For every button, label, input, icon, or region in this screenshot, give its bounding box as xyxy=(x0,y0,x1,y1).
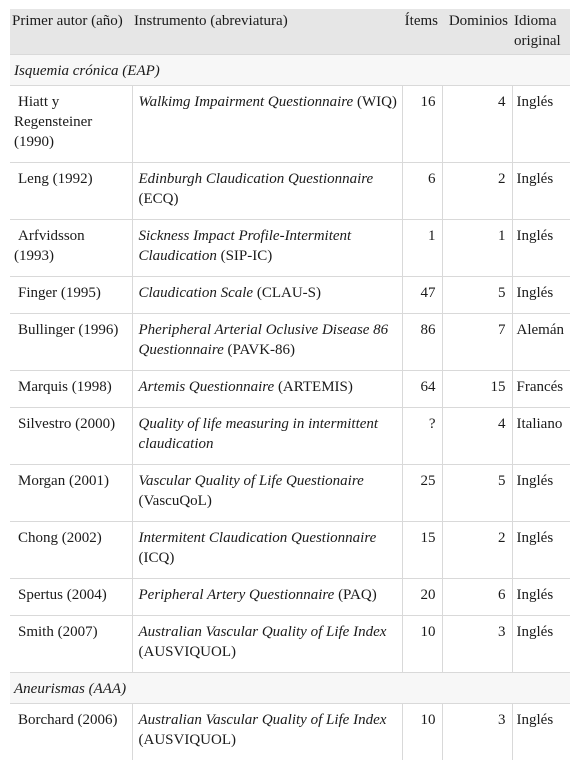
instrument-abbreviation: (WIQ) xyxy=(357,94,397,110)
group-label: Aneurismas (AAA) xyxy=(10,673,570,704)
author-cell: Hiatt y Regensteiner (1990) xyxy=(10,86,132,163)
domains-cell: 5 xyxy=(442,465,512,522)
instrument-cell xyxy=(132,163,402,220)
instrument-name: Claudication Scale xyxy=(139,285,254,301)
header-language xyxy=(512,9,570,55)
instrument-name: Peripheral Artery Questionnaire xyxy=(139,587,335,603)
instrument-name: Intermitent Claudication Questionnaire xyxy=(139,530,377,546)
instrument-name: Vascular Quality of Life Questionaire xyxy=(139,473,364,489)
header-language-line2: original xyxy=(514,33,561,49)
instrument-cell xyxy=(132,408,402,465)
instrument-cell xyxy=(132,579,402,616)
instrument-cell xyxy=(132,371,402,408)
table-body xyxy=(10,55,570,760)
language-cell: Inglés xyxy=(512,522,570,579)
domains-cell: 15 xyxy=(442,371,512,408)
instrument-abbreviation: (AUSVIQUOL) xyxy=(139,732,237,748)
header-domains: Dominios xyxy=(442,9,512,55)
items-cell: 16 xyxy=(402,86,442,163)
items-cell: 6 xyxy=(402,163,442,220)
table-row xyxy=(10,408,570,465)
instrument-cell xyxy=(132,314,402,371)
author-cell: Bullinger (1996) xyxy=(10,314,132,371)
instrument-cell xyxy=(132,86,402,163)
domains-cell: 2 xyxy=(442,163,512,220)
items-cell: 64 xyxy=(402,371,442,408)
instrument-abbreviation: (PAQ) xyxy=(338,587,377,603)
language-cell: Inglés xyxy=(512,163,570,220)
instrument-abbreviation: (ARTEMIS) xyxy=(278,379,353,395)
instrument-name: Walkimg Impairment Questionnaire xyxy=(139,94,354,110)
table-row xyxy=(10,86,570,163)
items-cell: 47 xyxy=(402,277,442,314)
instrument-name: Pheripheral Arterial Oclusive Disease 86 Questionnaire xyxy=(139,322,389,358)
instrument-name: Artemis Questionnaire xyxy=(139,379,275,395)
author-cell: Chong (2002) xyxy=(10,522,132,579)
author-cell: Finger (1995) xyxy=(10,277,132,314)
instrument-abbreviation: (AUSVIQUOL) xyxy=(139,644,237,660)
instrument-cell xyxy=(132,704,402,760)
table-row xyxy=(10,314,570,371)
items-cell: ? xyxy=(402,408,442,465)
table-row xyxy=(10,579,570,616)
table-header xyxy=(10,9,570,55)
instrument-abbreviation: (PAVK-86) xyxy=(228,342,296,358)
author-cell: Borchard (2006) xyxy=(10,704,132,760)
table-row xyxy=(10,277,570,314)
language-cell: Inglés xyxy=(512,579,570,616)
items-cell: 15 xyxy=(402,522,442,579)
domains-cell: 6 xyxy=(442,579,512,616)
domains-cell: 3 xyxy=(442,704,512,760)
instrument-name: Quality of life measuring in intermittent claudication xyxy=(139,416,379,452)
language-cell: Inglés xyxy=(512,86,570,163)
table-row xyxy=(10,220,570,277)
language-cell: Inglés xyxy=(512,277,570,314)
header-author: Primer autor (año) xyxy=(10,9,132,55)
author-cell: Marquis (1998) xyxy=(10,371,132,408)
instrument-name: Australian Vascular Quality of Life Index xyxy=(139,712,387,728)
header-language-line1: Idioma xyxy=(514,13,557,29)
header-items: Ítems xyxy=(402,9,442,55)
domains-cell: 4 xyxy=(442,408,512,465)
table-row xyxy=(10,465,570,522)
author-cell: Leng (1992) xyxy=(10,163,132,220)
language-cell: Italiano xyxy=(512,408,570,465)
domains-cell: 5 xyxy=(442,277,512,314)
table-row xyxy=(10,522,570,579)
language-cell: Inglés xyxy=(512,704,570,760)
language-cell: Inglés xyxy=(512,465,570,522)
language-cell: Inglés xyxy=(512,220,570,277)
instruments-table xyxy=(10,9,570,760)
items-cell: 10 xyxy=(402,704,442,760)
author-cell: Morgan (2001) xyxy=(10,465,132,522)
language-cell: Inglés xyxy=(512,616,570,673)
header-instrument: Instrumento (abreviatura) xyxy=(132,9,402,55)
items-cell: 10 xyxy=(402,616,442,673)
instrument-cell xyxy=(132,522,402,579)
language-cell: Alemán xyxy=(512,314,570,371)
instrument-abbreviation: (CLAU-S) xyxy=(257,285,321,301)
table-row xyxy=(10,616,570,673)
table-row xyxy=(10,704,570,760)
header-row xyxy=(10,9,570,55)
domains-cell: 2 xyxy=(442,522,512,579)
group-row xyxy=(10,673,570,704)
instrument-name: Australian Vascular Quality of Life Index xyxy=(139,624,387,640)
table-row xyxy=(10,163,570,220)
instrument-abbreviation: (SIP-IC) xyxy=(221,248,273,264)
instrument-name: Sickness Impact Profile-Intermitent Claudication xyxy=(139,228,352,264)
instrument-abbreviation: (ECQ) xyxy=(139,191,179,207)
instrument-cell xyxy=(132,220,402,277)
items-cell: 20 xyxy=(402,579,442,616)
instrument-cell xyxy=(132,277,402,314)
group-row xyxy=(10,55,570,86)
domains-cell: 1 xyxy=(442,220,512,277)
table-row xyxy=(10,371,570,408)
domains-cell: 4 xyxy=(442,86,512,163)
items-cell: 1 xyxy=(402,220,442,277)
instrument-cell xyxy=(132,616,402,673)
instrument-cell xyxy=(132,465,402,522)
items-cell: 86 xyxy=(402,314,442,371)
items-cell: 25 xyxy=(402,465,442,522)
instrument-abbreviation: (ICQ) xyxy=(139,550,175,566)
instrument-abbreviation: (VascuQoL) xyxy=(139,493,212,509)
domains-cell: 3 xyxy=(442,616,512,673)
author-cell: Silvestro (2000) xyxy=(10,408,132,465)
author-cell: Spertus (2004) xyxy=(10,579,132,616)
author-cell: Arfvidsson (1993) xyxy=(10,220,132,277)
author-cell: Smith (2007) xyxy=(10,616,132,673)
language-cell: Francés xyxy=(512,371,570,408)
instrument-name: Edinburgh Claudication Questionnaire xyxy=(139,171,374,187)
domains-cell: 7 xyxy=(442,314,512,371)
group-label: Isquemia crónica (EAP) xyxy=(10,55,570,86)
